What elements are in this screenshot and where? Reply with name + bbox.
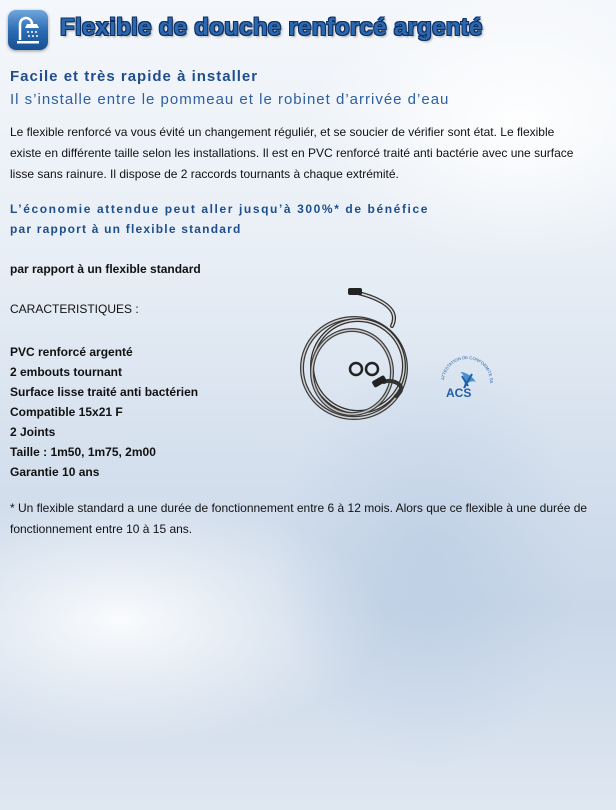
economy-line-2: par rapport à un flexible standard — [10, 222, 242, 236]
economy-line-1: L’économie attendue peut aller jusqu’à 300%* de bénéfice — [10, 202, 430, 216]
intro-paragraph: Le flexible renforcé va vous évité un changement réguliér, et se soucier de vérifier sont état. Le flexible existe en différente taille selon les installations. Il est en PVC renforcé traité anti bactérie avec une surface lisse sans rainure. Il dispose de 2 raccords tournants à chaque extrémité. — [10, 125, 574, 181]
header — [8, 8, 608, 52]
shower-icon — [8, 10, 48, 50]
acs-label: ACS — [446, 386, 472, 400]
spec-item: 2 Joints — [10, 425, 56, 439]
page-title: Flexible de douche renforcé argenté — [60, 14, 483, 41]
characteristics-heading: CARACTERISTIQUES : — [10, 302, 139, 316]
subtitle-location: Il s’installe entre le pommeau et le robinet d’arrivée d’eau — [10, 91, 450, 108]
spec-item: Garantie 10 ans — [10, 465, 100, 479]
acs-ring-text: ATTESTATION DE CONFORMITE SA — [440, 354, 495, 384]
spec-item: Taille : 1m50, 1m75, 2m00 — [10, 445, 156, 459]
footnote: * Un flexible standard a une durée de fonctionnement entre 6 à 12 mois. Alors que ce flexible à une durée de fonctionnement entre 10 à 15 ans. — [10, 501, 588, 536]
comparison-line: par rapport à un flexible standard — [10, 262, 201, 276]
specs-list — [10, 342, 198, 482]
spec-item: Surface lisse traité anti bactérien — [10, 385, 199, 399]
spec-item: Compatible 15x21 F — [10, 405, 123, 419]
subtitle-install: Facile et très rapide à installer — [10, 68, 259, 85]
spec-item: 2 embouts tournant — [10, 365, 123, 379]
seal-rings-image — [346, 358, 386, 380]
spec-item: PVC renforcé argenté — [10, 345, 133, 359]
